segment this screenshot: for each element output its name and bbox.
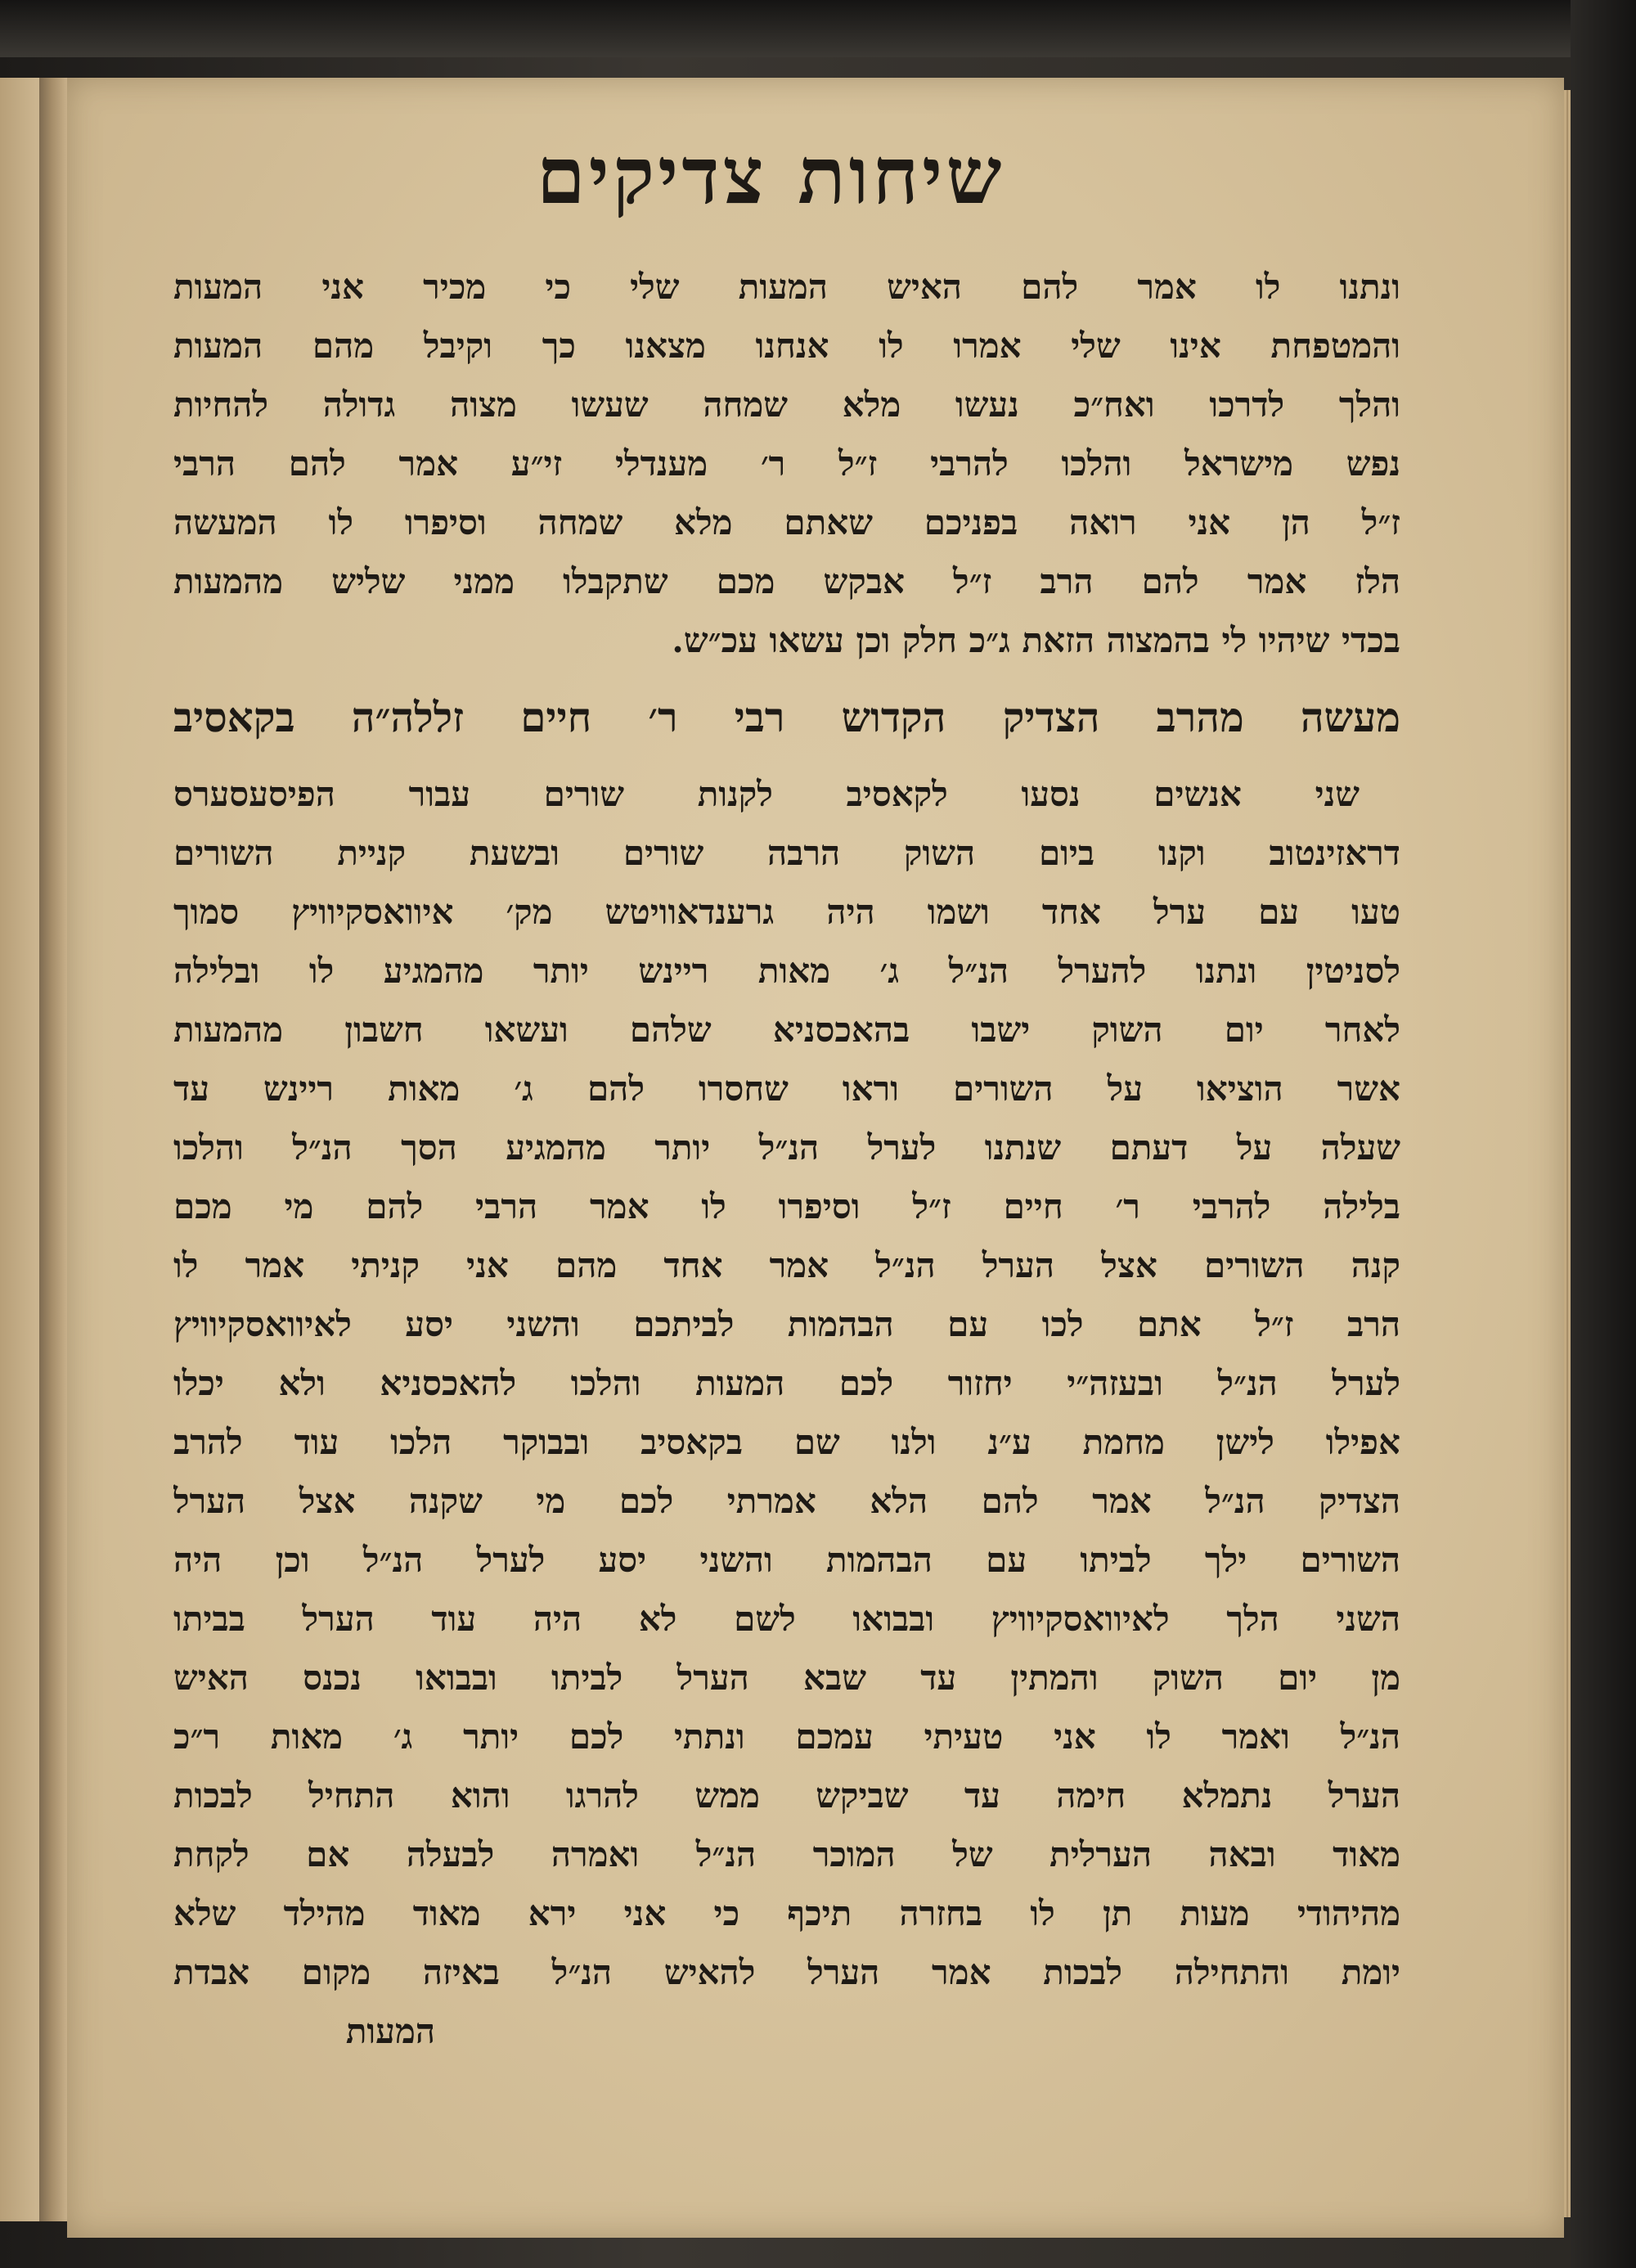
text-line: השורים ילך לביתו עם הבהמות והשני יסע לערל הנ״ל וכן היה	[173, 1540, 1400, 1580]
page-title: שיחות צדיקים	[536, 129, 1005, 222]
book-gutter	[39, 78, 67, 2221]
text-line: הלז אמר להם הרב ז״ל אבקש מכם שתקבלו ממני שליש מהמעות	[173, 561, 1400, 601]
text-line: שני אנשים נסעו לקאסיב לקנות שורים עבור הפיסעסערס	[173, 774, 1360, 814]
text-line: מהיהודי מעות תן לו בחזרה תיכף כי אני ירא מאוד מהילד שלא	[173, 1893, 1400, 1933]
text-line: המעות	[345, 2011, 435, 2051]
paragraph-1	[173, 258, 1400, 670]
left-page-edge	[0, 78, 41, 2221]
text-line: קנה השורים אצל הערל הנ״ל אמר אחד מהם אני קניתי אמר לו	[173, 1245, 1400, 1285]
text-line: הצדיק הנ״ל אמר להם הלא אמרתי לכם מי שקנה אצל הערל	[173, 1481, 1400, 1521]
text-line: בכדי שיהיו לי בהמצוה הזאת ג״כ חלק וכן עשאו עכ״ש.	[672, 620, 1400, 660]
book-page	[67, 78, 1564, 2238]
text-line: הנ״ל ואמר לו אני טעיתי עמכם ונתתי לכם יותר ג׳ מאות ר״כ	[173, 1717, 1400, 1757]
text-line: בלילה להרבי ר׳ חיים ז״ל וסיפרו לו אמר הרבי להם מי מכם	[173, 1186, 1400, 1226]
text-line: לאחר יום השוק ישבו בהאכסניא שלהם ועשאו חשבון מהמעות	[173, 1010, 1400, 1050]
text-line: טעו עם ערל אחד ושמו היה גרענדאוויטש מק׳ איוואסקיוויץ סמוך	[173, 892, 1400, 932]
text-line: מאוד ובאה הערלית של המוכר הנ״ל ואמרה לבעלה אם לקחת	[173, 1834, 1400, 1874]
text-line: השני הלך לאיוואסקיוויץ ובבואו לשם לא היה עוד הערל בביתו	[173, 1599, 1400, 1639]
text-line: והמטפחת אינו שלי אמרו לו אנחנו מצאנו כך וקיבל מהם המעות	[173, 326, 1400, 366]
text-line: לערל הנ״ל ובעזה״י יחזור לכם המעות והלכו להאכסניא ולא יכלו	[173, 1363, 1400, 1403]
book-cover-right	[1571, 0, 1636, 2268]
text-line: אפילו לישן מחמת ע״נ ולנו שם בקאסיב ובבוקר הלכו עוד להרב	[173, 1422, 1400, 1462]
text-line: נפש מישראל והלכו להרבי ז״ל ר׳ מענדלי זי״ע אמר להם הרבי	[173, 443, 1400, 484]
text-line: והלך לדרכו ואח״כ נעשו מלא שמחה שעשו מצוה גדולה להחיות	[173, 385, 1400, 425]
paragraph-2	[173, 765, 1400, 2061]
section-heading: מעשה מהרב הצדיק הקדוש רבי ר׳ חיים זללה״ה בקאסיב	[173, 693, 1400, 741]
text-line: הערל נתמלא חימה עד שביקש ממש להרגו והוא התחיל לבכות	[173, 1775, 1400, 1816]
text-line: יומת והתחילה לבכות אמר הערל להאיש הנ״ל באיזה מקום אבדת	[173, 1952, 1400, 1992]
text-line: הרב ז״ל אתם לכו עם הבהמות לביתכם והשני יסע לאיוואסקיוויץ	[173, 1304, 1400, 1344]
text-line: דראזינטוב וקנו ביום השוק הרבה שורים ובשעת קניית השורים	[173, 833, 1400, 873]
page-text	[173, 127, 1400, 2061]
text-line: ז״ל הן אני רואה בפניכם שאתם מלא שמחה וסיפרו לו המעשה	[173, 502, 1400, 542]
book-cover-top	[0, 0, 1636, 57]
text-line: אשר הוציאו על השורים וראו שחסרו להם ג׳ מאות ריינש עד	[173, 1069, 1400, 1109]
text-line: שעלה על דעתם שנתנו לערל הנ״ל יותר מהמגיע הסך הנ״ל והלכו	[173, 1127, 1400, 1168]
text-line: מן יום השוק והמתין עד שבא הערל לביתו ובבואו נכנס האיש	[173, 1658, 1400, 1698]
text-line: לסניטין ונתנו להערל הנ״ל ג׳ מאות ריינש יותר מהמגיע לו ובלילה	[173, 951, 1400, 991]
text-line: ונתנו לו אמר להם האיש המעות שלי כי מכיר אני המעות	[173, 267, 1400, 307]
